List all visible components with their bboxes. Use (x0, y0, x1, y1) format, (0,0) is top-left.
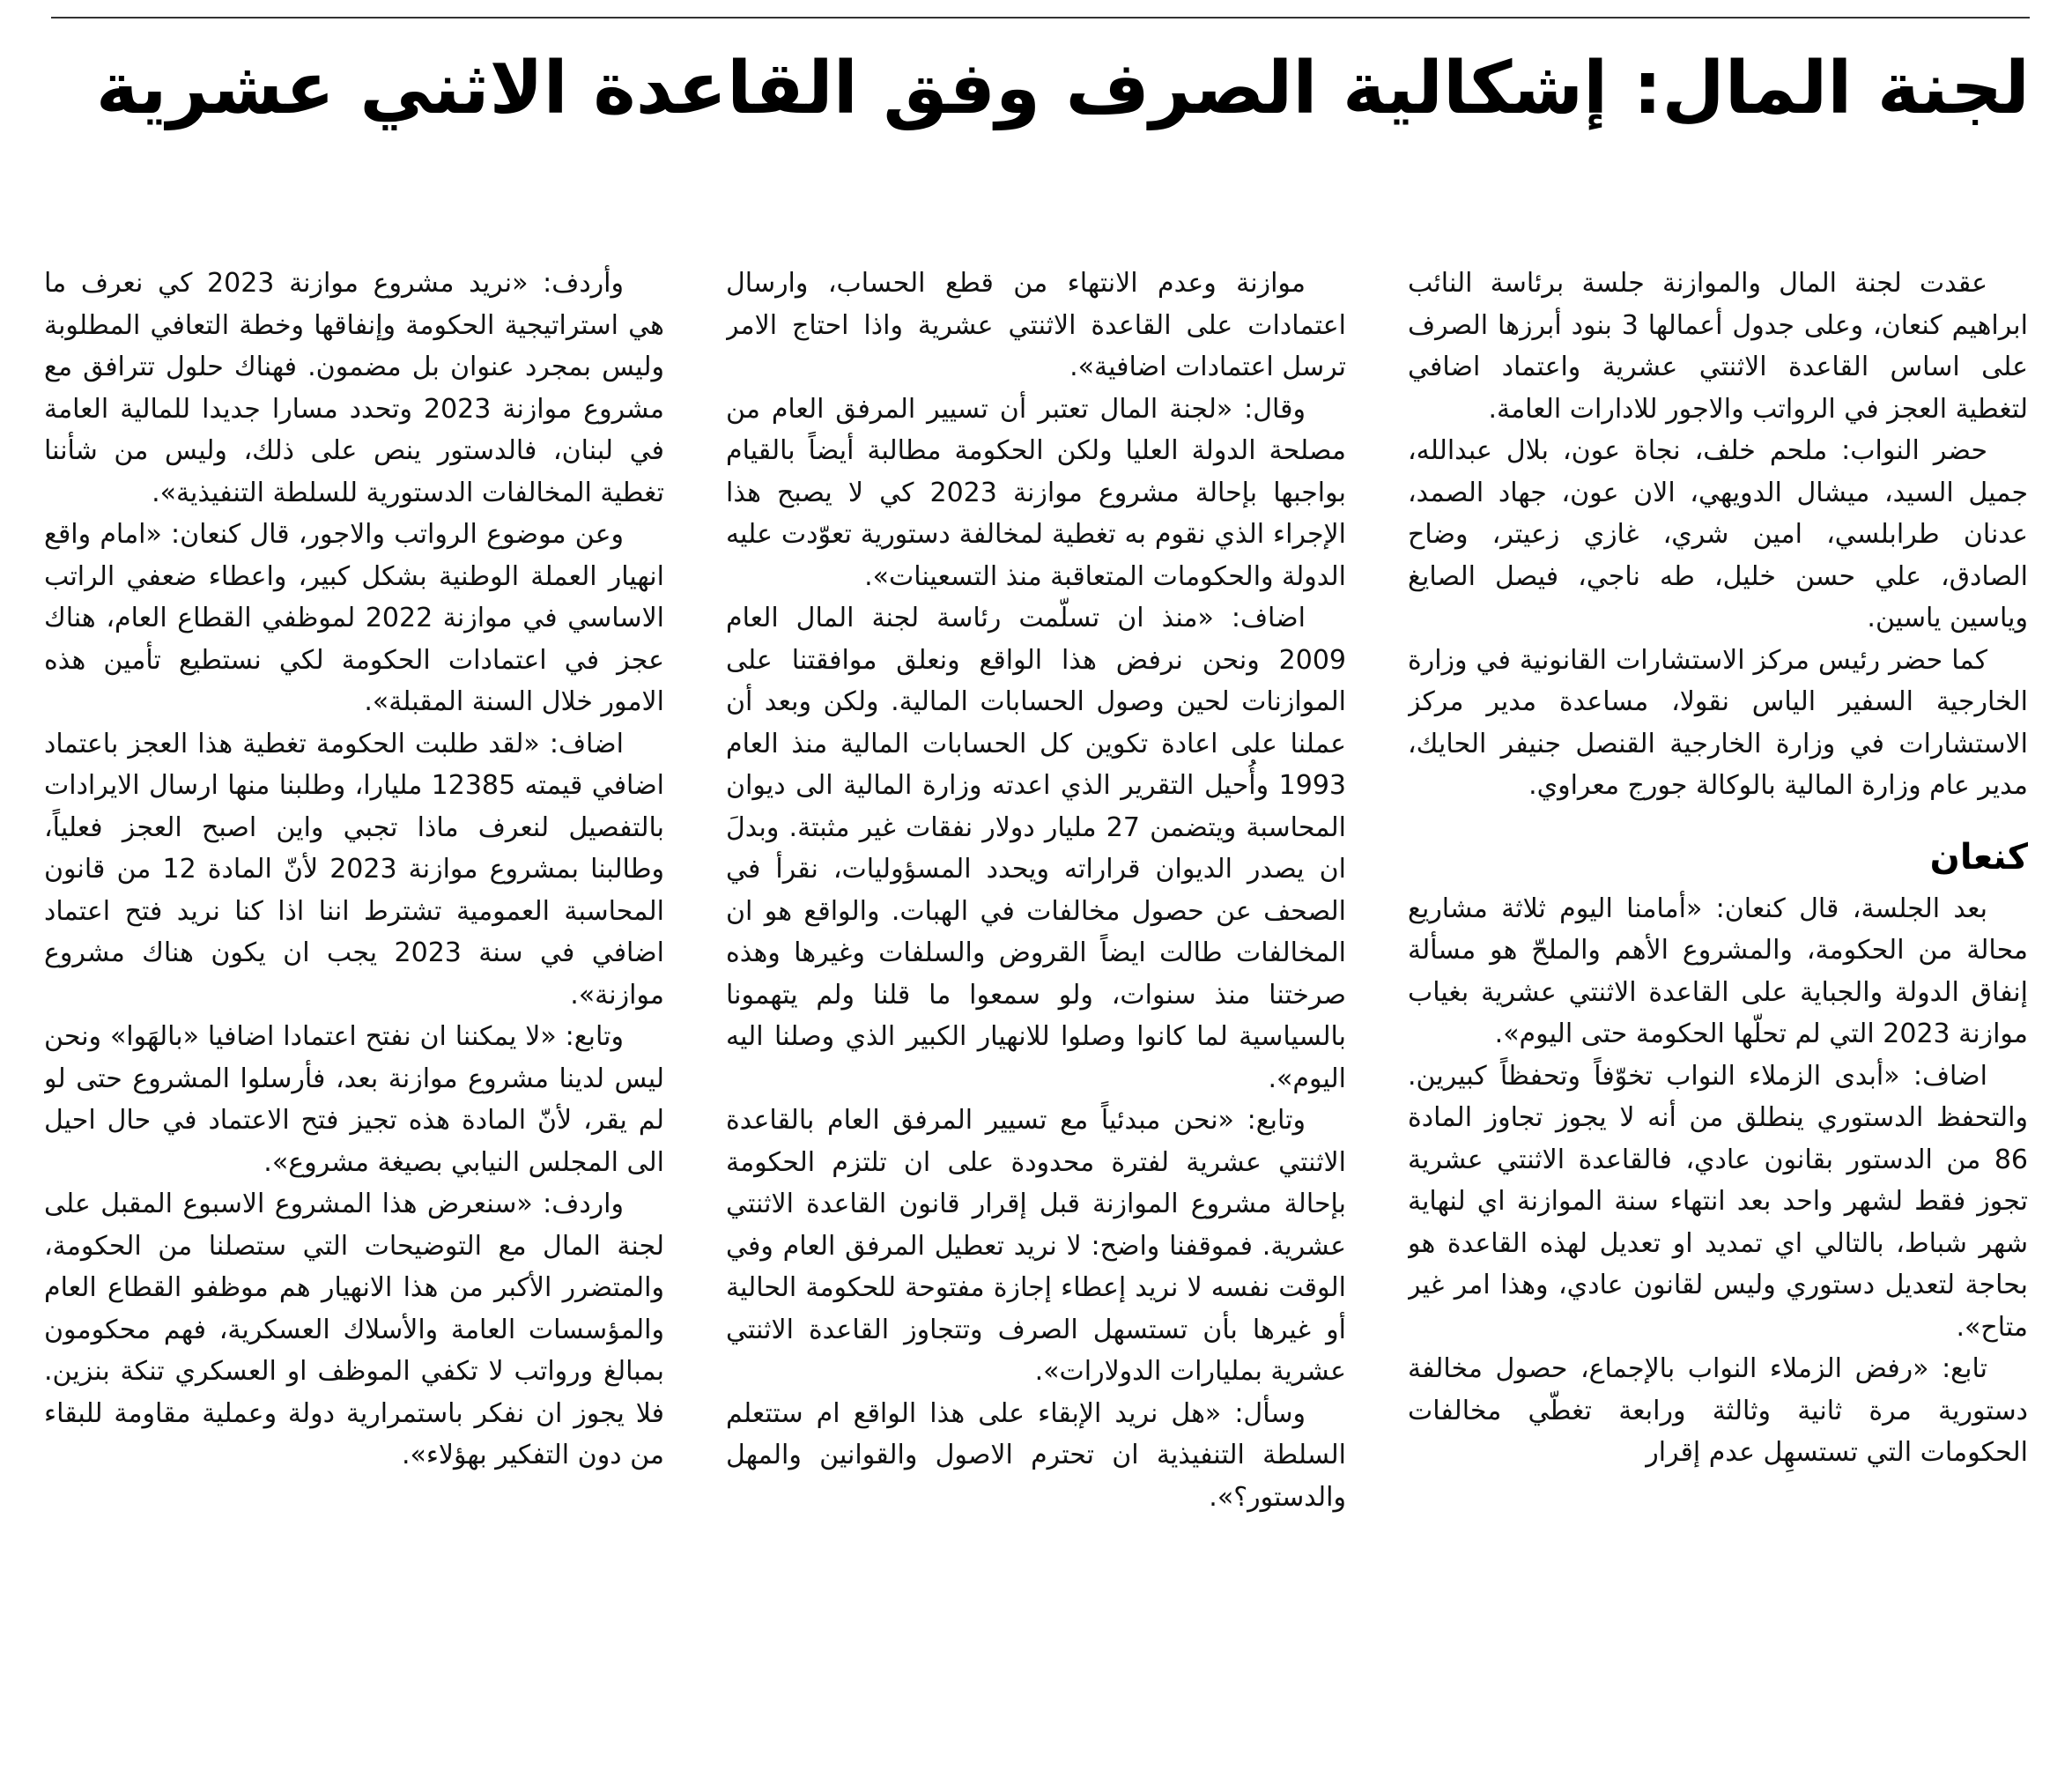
paragraph: وسأل: «هل نريد الإبقاء على هذا الواقع ام ستتعلم السلطة التنفيذية ان تحترم الاصول والقوانين والمهل والدستور؟». (726, 1397, 1346, 1513)
paragraph: واردف: «سنعرض هذا المشروع الاسبوع المقبل على لجنة المال مع التوضيحات التي ستصلنا من الحكومة، والمتضرر الأكبر من هذا الانهيار هم موظفو القطاع العام والمؤسسات العامة والأسلاك العسكرية، فهم محكومون بمبالغ ورواتب لا تكفي الموظف او العسكري تنكة بنزين. فلا يجوز ان نفكر باستمرارية دولة وعملية مقاومة للبقاء من دون التفكير بهؤلاء». (44, 1189, 664, 1470)
column-middle (726, 263, 1346, 1760)
column-right (1408, 263, 2028, 1760)
paragraph: اضاف: «منذ ان تسلّمت رئاسة لجنة المال العام 2009 ونحن نرفض هذا الواقع ونعلق موافقتنا على الموازنات لحين وصول الحسابات المالية. ولكن وبعد أن عملنا على اعادة تكوين كل الحسابات المالية منذ العام 1993 وأُحيل التقرير الذي اعدته وزارة المالية الى ديوان المحاسبة ويتضمن 27 مليار دولار نفقات غير مثبتة. وبدلَ ان يصدر الديوان قراراته ويحدد المسؤوليات، نقرأ في الصحف عن حصول مخالفات في الهبات. والواقع هو ان المخالفات طالت ايضاً القروض والسلفات وغيرها وهذه صرختنا منذ سنوات، ولو سمعوا ما قلنا ولم يتهمونا بالسياسية لما كانوا وصلوا للانهيار الكبير الذي وصلنا اليه اليوم». (726, 603, 1346, 1094)
paragraph: وقال: «لجنة المال تعتبر أن تسيير المرفق العام من مصلحة الدولة العليا ولكن الحكومة مطالبة أيضاً بالقيام بواجبها بإحالة مشروع موازنة 2023 كي لا يصبح هذا الإجراء الذي نقوم به تغطية لمخالفة دستورية تعوّدت عليه الدولة والحكومات المتعاقبة منذ التسعينات». (726, 393, 1346, 592)
paragraph: عقدت لجنة المال والموازنة جلسة برئاسة النائب ابراهيم كنعان، وعلى جدول أعمالها 3 بنود أبرزها الصرف على اساس القاعدة الاثنتي عشرية واعتماد اضافي لتغطية العجز في الرواتب والاجور للادارات العامة. (1408, 268, 2028, 425)
paragraph: بعد الجلسة، قال كنعان: «أمامنا اليوم ثلاثة مشاريع محالة من الحكومة، والمشروع الأهم والملحّ هو مسألة إنفاق الدولة والجباية على القاعدة الاثنتي عشرية بغياب موازنة 2023 التي لم تحلّها الحكومة حتى اليوم». (1408, 892, 2028, 1049)
paragraph: وعن موضوع الرواتب والاجور، قال كنعان: «امام واقع انهيار العملة الوطنية بشكل كبير، واعطاء ضعفي الراتب الاساسي في موازنة 2022 لموظفي القطاع العام، هناك عجز في اعتمادات الحكومة لكي نستطيع تأمين هذه الامور خلال السنة المقبلة». (44, 519, 664, 717)
paragraph: حضر النواب: ملحم خلف، نجاة عون، بلال عبدالله، جميل السيد، ميشال الدويهي، الان عون، جهاد الصمد، عدنان طرابلسي، امين شري، غازي زعيتر، وضاح الصادق، علي حسن خليل، طه ناجي، فيصل الصايغ وياسين ياسين. (1408, 435, 2028, 633)
paragraph: وأردف: «نريد مشروع موازنة 2023 كي نعرف ما هي استراتيجية الحكومة وإنفاقها وخطة التعافي المطلوبة وليس بمجرد عنوان بل مضمون. فهناك حلول تترافق مع مشروع موازنة 2023 وتحدد مسارا جديدا للمالية العامة في لبنان، فالدستور ينص على ذلك، وليس من شأننا تغطية المخالفات الدستورية للسلطة التنفيذية». (44, 268, 664, 508)
paragraph: موازنة وعدم الانتهاء من قطع الحساب، وارسال اعتمادات على القاعدة الاثنتي عشرية واذا احتاج الامر ترسل اعتمادات اضافية». (726, 268, 1346, 382)
subheading: كنعان (1929, 836, 2028, 878)
column-left (44, 263, 664, 1760)
paragraph: تابع: «رفض الزملاء النواب بالإجماع، حصول مخالفة دستورية مرة ثانية وثالثة ورابعة تغطّي مخالفات الحكومات التي تستسهِل عدم إقرار (1408, 1353, 2028, 1468)
paragraph: اضاف: «أبدى الزملاء النواب تخوّفاً وتحفظاً كبيرين. والتحفظ الدستوري ينطلق من أنه لا يجوز تجاوز المادة 86 من الدستور بقانون عادي، فالقاعدة الاثنتي عشرية تجوز فقط لشهر واحد بعد انتهاء سنة الموازنة اي لنهاية شهر شباط، بالتالي اي تمديد او تعديل لهذه القاعدة هو بحاجة لتعديل دستوري وليس لقانون عادي، وهذا امر غير متاح». (1408, 1060, 2028, 1343)
headline: لجنة المال: إشكالية الصرف وفق القاعدة الاثني عشرية (95, 47, 2030, 130)
paragraph: وتابع: «لا يمكننا ان نفتح اعتمادا اضافيا «بالهَوا» ونحن ليس لدينا مشروع موازنة بعد، فأرسلوا المشروع حتى لو لم يقر، لأنّ المادة هذه تجيز فتح الاعتماد في حال احيل الى المجلس النيابي بصيغة مشروع». (44, 1021, 664, 1178)
paragraph: كما حضر رئيس مركز الاستشارات القانونية في وزارة الخارجية السفير الياس نقولا، مساعدة مدير مركز الاستشارات في وزارة الخارجية القنصل جنيفر الحايك، مدير عام وزارة المالية بالوكالة جورج معراوي. (1408, 644, 2028, 801)
paragraph: اضاف: «لقد طلبت الحكومة تغطية هذا العجز باعتماد اضافي قيمته 12385 مليارا، وطلبنا منها ارسال الايرادات بالتفصيل لنعرف ماذا تجبي واين اصبح العجز فعلياً، وطالبنا بمشروع موازنة 2023 لأنّ المادة 12 من قانون المحاسبة العمومية تشترط اننا اذا كنا نريد فتح اعتماد اضافي في سنة 2023 يجب ان يكون هناك مشروع موازنة». (44, 728, 664, 1011)
top-rule (51, 17, 2030, 19)
paragraph: وتابع: «نحن مبدئياً مع تسيير المرفق العام بالقاعدة الاثنتي عشرية لفترة محدودة على ان تلتزم الحكومة بإحالة مشروع الموازنة قبل إقرار قانون القاعدة الاثنتي عشرية. فموقفنا واضح: لا نريد تعطيل المرفق العام وفي الوقت نفسه لا نريد إعطاء إجازة مفتوحة للحكومة الحالية أو غيرها بأن تستسهل الصرف وتتجاوز القاعدة الاثنتي عشرية بمليارات الدولارات». (726, 1105, 1346, 1387)
